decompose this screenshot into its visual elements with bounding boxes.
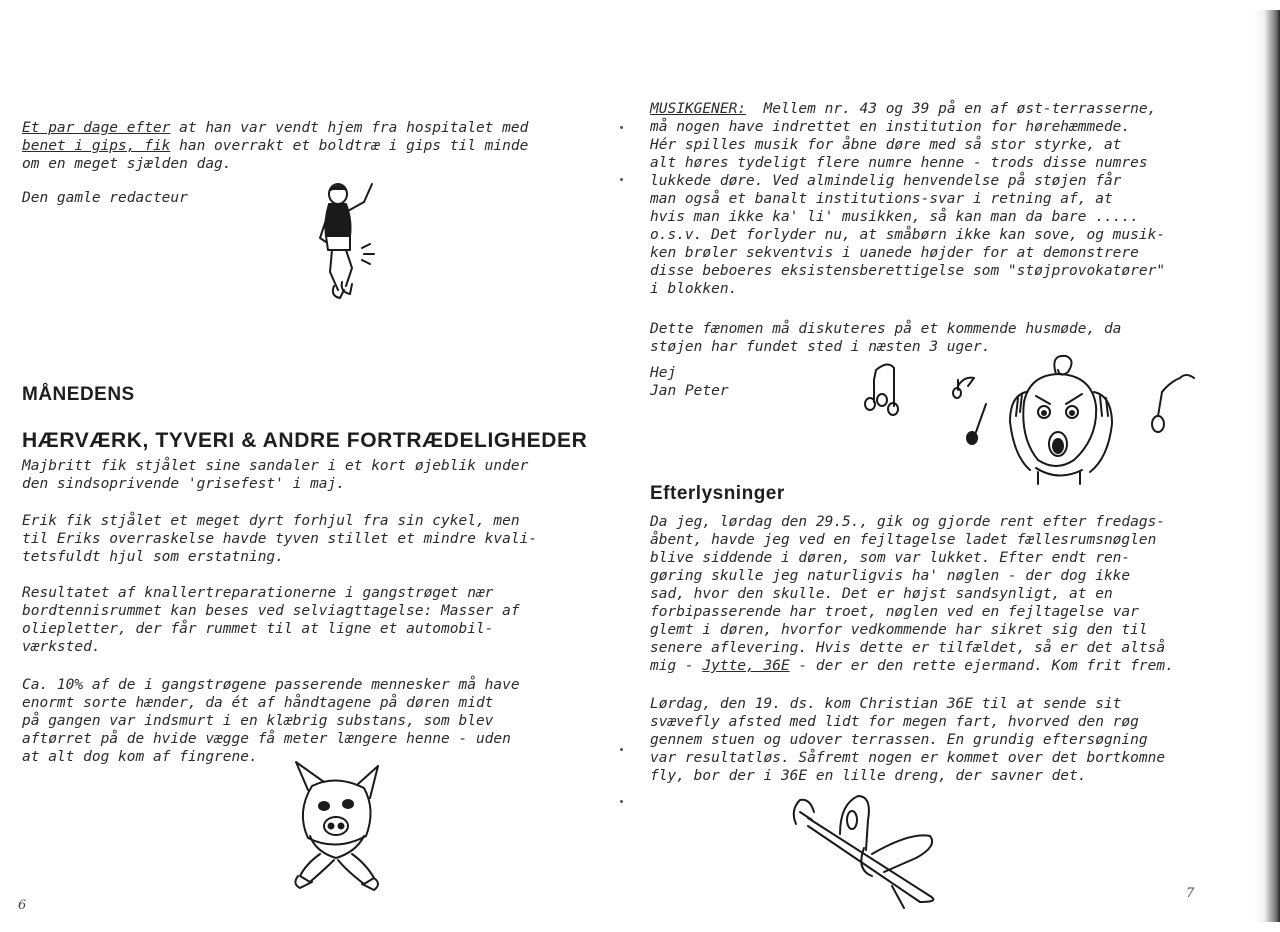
paragraph-sandals: Majbritt fik stjålet sine sandaler i et kort øjeblik under den sindsoprivende 'grisefest' i maj. [22, 458, 529, 492]
glider-illustration [780, 790, 950, 908]
greeting: Hej Jan Peter [650, 365, 729, 399]
right-page [620, 0, 1260, 932]
page-number-left: 6 [18, 898, 27, 913]
musik-body: må nogen have indrettet en institution for hørehæmmede. Hér spilles musik for åbne døre med så stor styrke, at alt høres tydeligt flere numre henne - trods disse numres lukkede døre. Ved almindelig henvendelse på støjen får man også et banalt institutions-svar i retning af, at hvis man ikke ka' li' musikken, så kan man da bare ..... o.s.v. Det forlyder nu, at småbørn ikke kan sove, og musik- ken brøler sekventvis i uanede højder for at demonstrere disse beboeres eksistensberettigelse som "støjprovokatører" i blokken. [650, 119, 1166, 297]
efterlysninger-paragraph-key [650, 513, 1174, 675]
margin-mark [620, 126, 623, 129]
signature: Den gamle redacteur [22, 190, 188, 206]
efterlysninger-paragraph-glider: Lørdag, den 19. ds. kom Christian 36E til at sende sit svævefly afsted med lidt for megen fart, hvorved den røg gennem stuen og udover terrassen. En grundig eftersøgning var resultatløs. Såfremt nogen er kommet over det bortkomne fly, bor der i 36E en lille dreng, der savner det. [650, 696, 1166, 784]
noise-complaint-illustration [860, 352, 1190, 490]
page-number-right: 7 [1186, 886, 1195, 901]
key-text-end: - der er den rette ejermand. Kom frit frem. [789, 658, 1174, 674]
musik-label: MUSIKGENER: [650, 101, 747, 117]
intro-line1: at han var vendt hjem fra hospitalet med [170, 120, 529, 136]
key-text: Da jeg, lørdag den 29.5., gik og gjorde rent efter fredags- åbent, havde jeg ved en fejltagelse ladet fællesrumsnøglen blive siddende i døren, som var lukket. Efter endt ren- gøring skulle jeg naturligvis ha' nøglen - der dog ikke sad, hvor den skulle. Det er højst sandsynligt, at en forbipasserende har troet, nøglen ved en fejltagelse var glemt i døren, hvorfor vedkommende har sikret sig den til senere aflevering. Hvis dette er tilfældet, så er det altså mig - [650, 514, 1166, 674]
paragraph-bicycle: Erik fik stjålet et meget dyrt forhjul fra sin cykel, men til Eriks overraskelse havde tyven stillet et mindre kvali- tetsfuldt hjul som erstatning. [22, 513, 538, 565]
pig-illustration [286, 760, 386, 895]
intro-line3: om en meget sjælden dag. [22, 156, 232, 172]
section-subheading: HÆRVÆRK, TYVERI & ANDRE FORTRÆDELIGHEDER [22, 429, 588, 452]
margin-mark [620, 748, 623, 751]
paragraph-moped: Resultatet af knallertreparationerne i gangstrøget nær bordtennisrummet kan beses ved selviagttagelse: Masser af oliepletter, der får rummet til at ligne et automobil- værksted. [22, 585, 520, 655]
musik-first-line: Mellem nr. 43 og 39 på en af øst-terrasserne, [746, 101, 1157, 117]
baseball-player-illustration [312, 180, 382, 305]
intro-line2-underlined: benet i gips, fik [22, 138, 171, 154]
section-heading: MÅNEDENS [22, 384, 135, 405]
margin-mark [620, 178, 623, 181]
intro-lead: Et par dage efter [22, 120, 171, 136]
efterlysninger-heading: Efterlysninger [650, 483, 785, 504]
musik-followup: Dette fænomen må diskuteres på et kommende husmøde, da støjen har fundet sted i næsten 3 uger. [650, 321, 1122, 355]
intro-line2: han overrakt et boldtræ i gips til minde [170, 138, 529, 154]
margin-mark [620, 800, 623, 803]
left-page [0, 0, 620, 932]
owner-name: Jytte, 36E [702, 658, 790, 674]
page-edge-shadow [1254, 10, 1280, 922]
musik-paragraph [650, 100, 1165, 298]
paragraph-door-handle: Ca. 10% af de i gangstrøgene passerende mennesker må have enormt sorte hænder, da ét af håndtagene på døren midt på gangen var indsmurt i en klæbrig substans, som blev aftørret på de hvide vægge få meter længere henne - uden at alt dog kom af fingrene. [22, 677, 520, 765]
intro-text [22, 119, 528, 173]
